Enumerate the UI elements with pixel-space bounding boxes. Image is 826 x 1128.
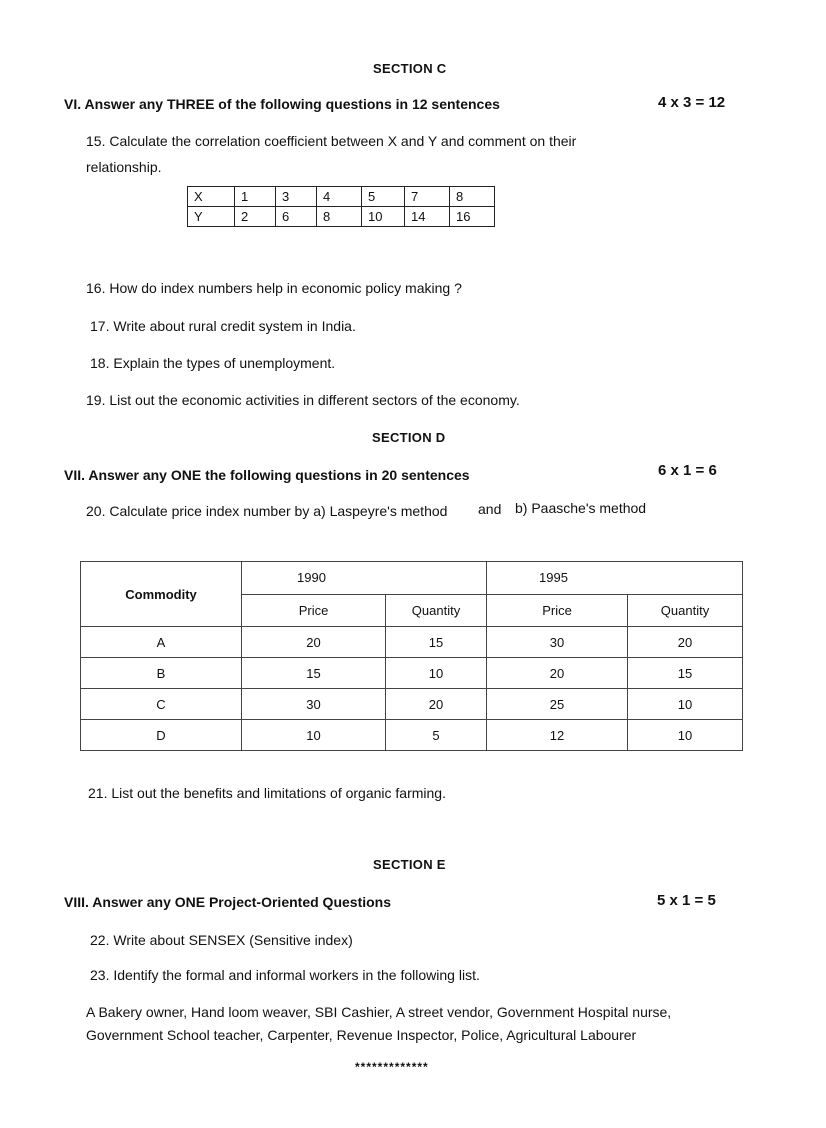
section-d-instruction: VII. Answer any ONE the following questions in 20 sentences [64, 467, 470, 483]
year-1995-header: 1995 [487, 562, 743, 595]
price-header: Price [487, 594, 628, 627]
commodity-header: Commodity [81, 562, 242, 627]
x-value: 5 [362, 187, 405, 207]
quantity-header: Quantity [386, 594, 487, 627]
x-label: X [188, 187, 235, 207]
question-21: 21. List out the benefits and limitations of organic farming. [88, 785, 446, 801]
quantity-1990-cell: 10 [386, 658, 487, 689]
section-e-title: SECTION E [373, 857, 446, 872]
commodity-cell: D [81, 720, 242, 751]
quantity-1990-cell: 5 [386, 720, 487, 751]
question-20-b: b) Paasche's method [515, 500, 647, 516]
y-value: 2 [235, 207, 276, 227]
question-18: 18. Explain the types of unemployment. [90, 355, 336, 371]
price-1990-cell: 15 [242, 658, 386, 689]
question-23: 23. Identify the formal and informal workers in the following list. [90, 967, 480, 983]
commodity-cell: B [81, 658, 242, 689]
quantity-1990-cell: 15 [386, 627, 487, 658]
x-value: 4 [317, 187, 362, 207]
section-d-marks: 6 x 1 = 6 [658, 462, 717, 479]
year-1990-header: 1990 [242, 562, 487, 595]
quantity-1995-cell: 20 [628, 627, 743, 658]
table-row [81, 562, 743, 595]
price-header: Price [242, 594, 386, 627]
quantity-1995-cell: 10 [628, 689, 743, 720]
worker-list-line2: Government School teacher, Carpenter, Revenue Inspector, Police, Agricultural Labourer [86, 1027, 637, 1043]
section-c-instruction: VI. Answer any THREE of the following questions in 12 sentences [64, 96, 500, 112]
x-value: 3 [276, 187, 317, 207]
y-value: 16 [450, 207, 495, 227]
question-20-text: 20. Calculate price index number by a) Laspeyre's method [86, 503, 448, 519]
section-c-title: SECTION C [373, 61, 447, 76]
question-17: 17. Write about rural credit system in India. [90, 318, 356, 334]
table-row [188, 187, 495, 207]
correlation-table [187, 186, 495, 227]
y-value: 8 [317, 207, 362, 227]
price-1995-cell: 12 [487, 720, 628, 751]
section-e-instruction: VIII. Answer any ONE Project-Oriented Questions [64, 894, 392, 910]
quantity-1990-cell: 20 [386, 689, 487, 720]
table-row [81, 720, 743, 751]
y-label: Y [188, 207, 235, 227]
question-16: 16. How do index numbers help in economic policy making ? [86, 280, 462, 296]
quantity-1995-cell: 15 [628, 658, 743, 689]
table-row [81, 627, 743, 658]
end-marker: ************* [355, 1060, 429, 1074]
price-1995-cell: 20 [487, 658, 628, 689]
commodity-cell: C [81, 689, 242, 720]
question-15-line2: relationship. [86, 159, 162, 175]
x-value: 1 [235, 187, 276, 207]
table-row [81, 658, 743, 689]
price-index-table [80, 561, 743, 751]
x-value: 8 [450, 187, 495, 207]
price-1990-cell: 20 [242, 627, 386, 658]
question-20-and: and [478, 501, 502, 517]
section-e-marks: 5 x 1 = 5 [657, 892, 716, 909]
y-value: 6 [276, 207, 317, 227]
price-1990-cell: 10 [242, 720, 386, 751]
price-1995-cell: 30 [487, 627, 628, 658]
price-1995-cell: 25 [487, 689, 628, 720]
section-d-title: SECTION D [372, 430, 446, 445]
commodity-cell: A [81, 627, 242, 658]
worker-list-line1: A Bakery owner, Hand loom weaver, SBI Cashier, A street vendor, Government Hospital nurse, [86, 1004, 672, 1020]
quantity-1995-cell: 10 [628, 720, 743, 751]
x-value: 7 [405, 187, 450, 207]
y-value: 10 [362, 207, 405, 227]
question-22: 22. Write about SENSEX (Sensitive index) [90, 932, 353, 948]
price-1990-cell: 30 [242, 689, 386, 720]
question-19: 19. List out the economic activities in different sectors of the economy. [86, 392, 520, 408]
table-row [81, 689, 743, 720]
section-c-marks: 4 x 3 = 12 [658, 94, 726, 111]
quantity-header: Quantity [628, 594, 743, 627]
table-row [188, 207, 495, 227]
y-value: 14 [405, 207, 450, 227]
question-15-line1: 15. Calculate the correlation coefficient between X and Y and comment on their [86, 133, 577, 149]
